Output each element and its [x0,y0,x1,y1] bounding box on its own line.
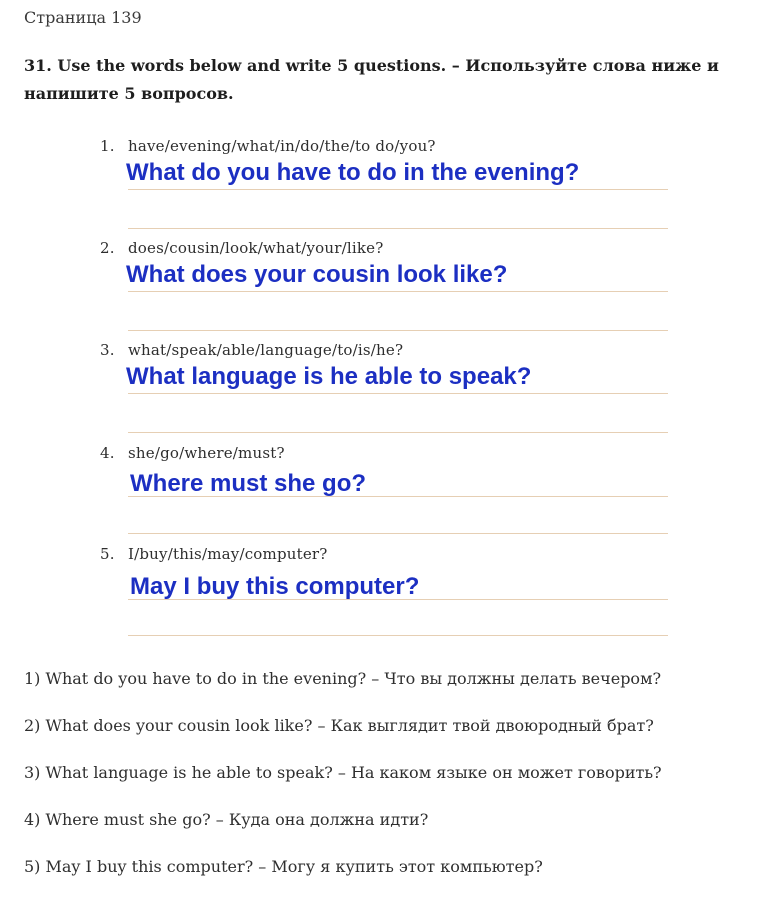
answer-line [128,228,668,229]
item-number: 3. [100,341,115,359]
translation-row: 2) What does your cousin look like? – Как выглядит твой двоюродный брат? [24,716,654,735]
scrambled-words: she/go/where/must? [128,444,285,462]
answer-line [128,599,668,600]
exercise-prompt [100,239,383,257]
answer-line [128,496,668,497]
item-number: 2. [100,239,115,257]
scrambled-words: I/buy/this/may/computer? [128,545,328,563]
answer-line [128,189,668,190]
translation-row: 3) What language is he able to speak? – На каком языке он может говорить? [24,763,662,782]
handwritten-answer: What do you have to do in the evening? [126,159,580,186]
translations-list [24,664,754,899]
item-number: 5. [100,545,115,563]
translation-row: 5) May I buy this computer? – Могу я купить этот компьютер? [24,857,543,876]
exercise-prompt [100,137,436,155]
exercise-prompt [100,545,328,563]
handwritten-answer: Where must she go? [130,470,367,497]
scrambled-words: have/evening/what/in/do/the/to do/you? [128,137,436,155]
handwritten-answer: What language is he able to speak? [126,363,532,390]
task-heading: 31. Use the words below and write 5 questions. – Используйте слова ниже и напишите 5 вопросов. [24,56,719,103]
answer-line [128,432,668,433]
item-number: 4. [100,444,115,462]
handwritten-answer: What does your cousin look like? [126,261,508,288]
answer-line [128,330,668,331]
item-number: 1. [100,137,115,155]
scrambled-words: does/cousin/look/what/your/like? [128,239,384,257]
exercise-prompt [100,341,403,359]
page-label: Страница 139 [24,8,142,27]
handwritten-answer: May I buy this computer? [130,573,420,600]
answer-line [128,291,668,292]
scrambled-words: what/speak/able/language/to/is/he? [128,341,404,359]
exercise-prompt [100,444,285,462]
translation-row: 4) Where must she go? – Куда она должна идти? [24,810,429,829]
translation-row: 1) What do you have to do in the evening? – Что вы должны делать вечером? [24,669,662,688]
answer-line [128,533,668,534]
answer-line [128,393,668,394]
answer-line [128,635,668,636]
